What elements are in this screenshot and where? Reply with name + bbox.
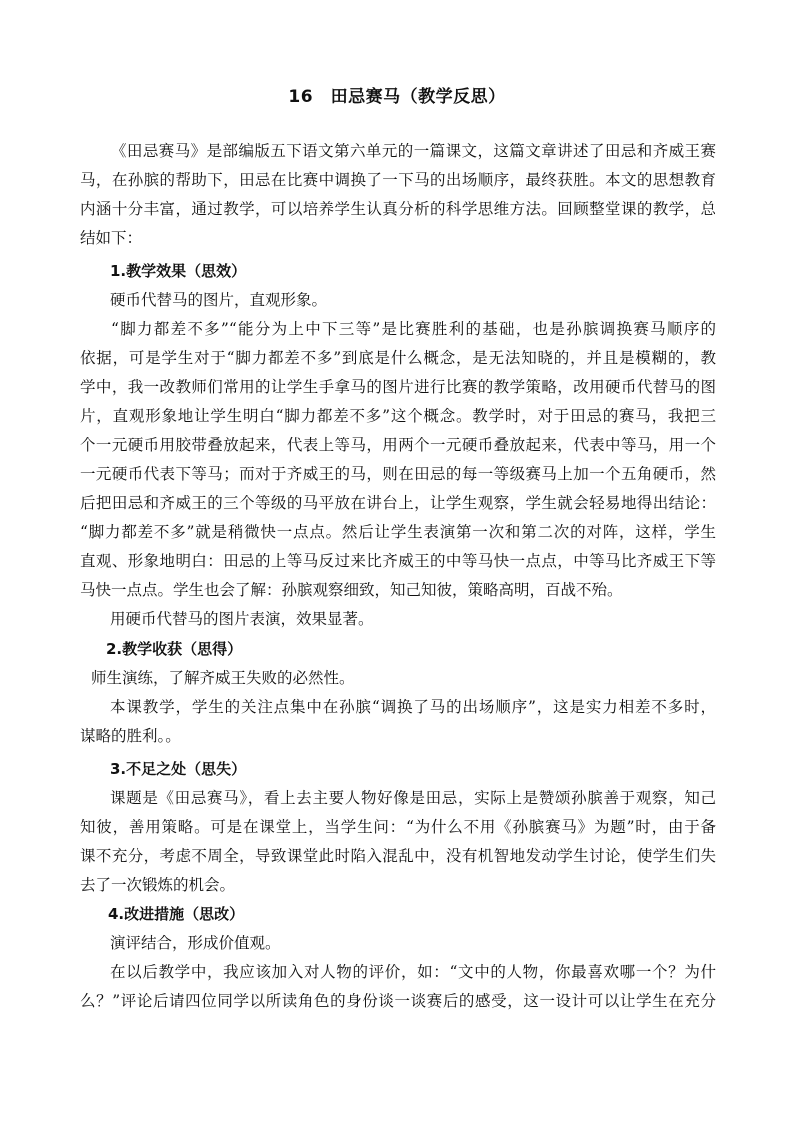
section-2 (80, 635, 716, 751)
paragraph-line: 依据，可是学生对于“脚力都差不多”到底是什么概念，是无法知晓的，并且是模糊的，教 (80, 349, 716, 367)
paragraph-line: 去了一次锻炼的机会。 (80, 876, 236, 894)
paragraph-line: 结如下： (80, 229, 143, 247)
paragraph-line: “脚力都差不多”“能分为上中下三等”是比赛胜利的基础，也是孙膑调换赛马顺序的 (111, 320, 716, 338)
paragraph-line: 知彼，善用策略。可是在课堂上，当学生问：“为什么不用《孙膑赛马》为题”时，由于备 (80, 818, 716, 836)
paragraph-line: 马，在孙膑的帮助下，田忌在比赛中调换了一下马的出场顺序，最终获胜。本文的思想教育 (80, 171, 716, 189)
paragraph-line: 么？”评论后请四位同学以所读角色的身份谈一谈赛后的感受，这一设计可以让学生在充分 (80, 992, 716, 1010)
paragraph-line: 学中，我一改教师们常用的让学生手拿马的图片进行比赛的教学策略，改用硬币代替马的图 (80, 378, 716, 396)
section-heading: 1.教学效果（思效） (110, 262, 247, 280)
paragraph-line: 内涵十分丰富，通过教学，可以培养学生认真分析的科学思维方法。回顾整堂课的教学，总 (80, 200, 716, 218)
paragraph-line: 个一元硬币用胶带叠放起来，代表上等马，用两个一元硬币叠放起来，代表中等马，用一个 (80, 436, 716, 454)
section-heading: 2.教学收获（思得） (106, 640, 243, 658)
section-heading: 3.不足之处（思失） (110, 760, 247, 778)
paragraph-line: 演评结合，形成价值观。 (110, 934, 281, 952)
intro-paragraph (80, 137, 716, 253)
paragraph-line: 片，直观形象地让学生明白“脚力都差不多”这个概念。教学时，对于田忌的赛马，我把三 (80, 407, 716, 425)
paragraph-line: 硬币代替马的图片，直观形象。 (110, 291, 328, 309)
paragraph-line: 用硬币代替马的图片表演，效果显著。 (110, 610, 374, 628)
paragraph-line: 直观、形象地明白：田忌的上等马反过来比齐威王的中等马快一点点，中等马比齐威王下等 (80, 552, 716, 570)
paragraph-line: 《田忌赛马》是部编版五下语文第六单元的一篇课文，这篇文章讲述了田忌和齐威王赛 (111, 142, 716, 160)
paragraph-line: 在以后教学中，我应该加入对人物的评价，如：“文中的人物，你最喜欢哪一个？为什 (110, 963, 716, 981)
section-heading: 4.改进措施（思改） (108, 905, 245, 923)
paragraph-line: 马快一点点。学生也会了解：孙膑观察细致，知己知彼，策略高明，百战不殆。 (80, 581, 623, 599)
paragraph-line: 本课教学，学生的关注点集中在孙膑“调换了马的出场顺序”，这是实力相差不多时， (110, 698, 716, 716)
section-4 (80, 900, 716, 1016)
paragraph-line: 师生演练，了解齐威王失败的必然性。 (91, 669, 355, 687)
paragraph-line: 一元硬币代表下等马；而对于齐威王的马，则在田忌的每一等级赛马上加一个五角硬币，然 (80, 465, 716, 483)
paragraph-line: 后把田忌和齐威王的三个等级的马平放在讲台上，让学生观察，学生就会轻易地得出结论： (80, 494, 716, 512)
paragraph-line: 谋略的胜利。。 (80, 727, 181, 745)
section-1 (80, 257, 716, 634)
paragraph-line: 课题是《田忌赛马》，看上去主要人物好像是田忌，实际上是赞颂孙膑善于观察，知己 (110, 789, 716, 807)
paragraph-line: “脚力都差不多”就是稍微快一点点。然后让学生表演第一次和第二次的对阵，这样，学生 (80, 523, 716, 541)
paragraph-line: 课不充分，考虑不周全，导致课堂此时陷入混乱中，没有机智地发动学生讨论，使学生们失 (80, 847, 716, 865)
document-title: 16 田忌赛马（教学反思） (288, 87, 506, 107)
section-3 (80, 755, 716, 900)
